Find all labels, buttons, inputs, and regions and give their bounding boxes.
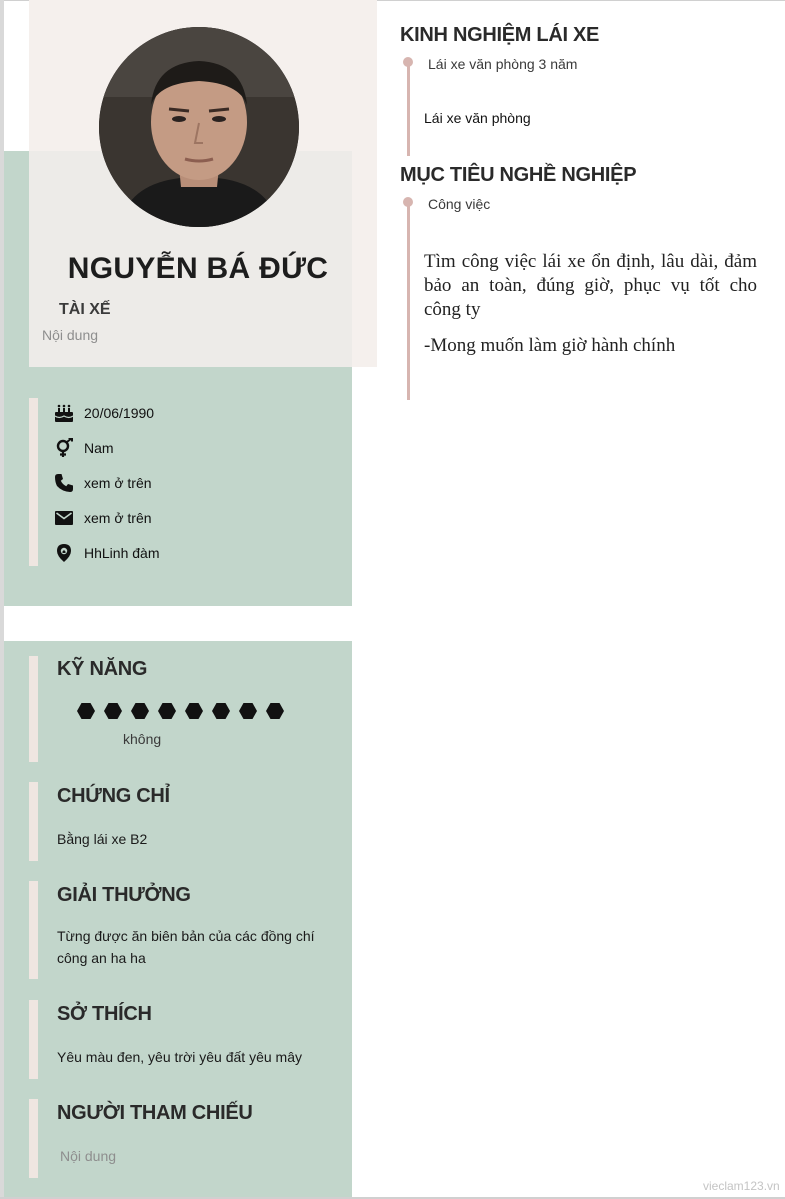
address-value: HhLinh đàm: [84, 545, 160, 561]
avatar: [99, 27, 299, 227]
hobbies-text: Yêu màu đen, yêu trời yêu đất yêu mây: [57, 1049, 302, 1065]
experience-timeline-dot: [403, 57, 413, 67]
watermark: vieclam123.vn: [703, 1179, 780, 1193]
contact-phone: [54, 472, 152, 494]
skill-rating-hexagon: [212, 702, 230, 720]
skills-accent-bar: [29, 656, 38, 762]
contact-email: [54, 507, 152, 529]
skill-rating-hexagon: [266, 702, 284, 720]
skill-rating: [77, 702, 293, 720]
awards-text: Từng được ăn biên bản của các đồng chí công an ha ha: [57, 928, 315, 966]
skill-rating-hexagon: [185, 702, 203, 720]
job-subtitle: Nội dung: [42, 327, 99, 343]
awards-accent-bar: [29, 881, 38, 979]
cake-icon: [54, 403, 74, 423]
candidate-name: NGUYỄN BÁ ĐỨC: [67, 252, 329, 285]
experience-title: KINH NGHIỆM LÁI XE: [400, 24, 600, 46]
certificates-title: CHỨNG CHỈ: [57, 785, 170, 807]
contact-gender: [54, 437, 114, 459]
skills-title: KỸ NĂNG: [57, 658, 148, 680]
birthday-value: 20/06/1990: [84, 405, 155, 421]
objective-subtitle: Công việc: [428, 196, 491, 212]
awards-title: GIẢI THƯỞNG: [57, 884, 191, 906]
gender-value: Nam: [84, 440, 114, 456]
email-value: xem ở trên: [84, 510, 152, 526]
hobbies-title: SỞ THÍCH: [57, 1003, 152, 1025]
phone-icon: [54, 473, 74, 493]
references-accent-bar: [29, 1099, 38, 1178]
references-text: Nội dung: [60, 1148, 117, 1164]
experience-text: Lái xe văn phòng: [424, 110, 531, 126]
objective-timeline-dot: [403, 197, 413, 207]
experience-timeline: [407, 62, 410, 156]
skill-rating-hexagon: [239, 702, 257, 720]
location-pin-icon: [54, 543, 74, 563]
objective-timeline: [407, 202, 410, 400]
hobbies-accent-bar: [29, 1000, 38, 1079]
contact-address: [54, 542, 160, 564]
experience-subtitle: Lái xe văn phòng 3 năm: [428, 56, 578, 72]
skill-name: không: [123, 731, 162, 747]
certificates-text: Bằng lái xe B2: [57, 831, 148, 847]
skill-rating-hexagon: [158, 702, 176, 720]
references-title: NGƯỜI THAM CHIẾU: [57, 1102, 253, 1124]
certificates-accent-bar: [29, 782, 38, 861]
skill-rating-hexagon: [104, 702, 122, 720]
phone-value: xem ở trên: [84, 475, 152, 491]
objective-paragraph-2: -Mong muốn làm giờ hành chính: [424, 335, 676, 356]
contact-accent-bar: [29, 398, 38, 566]
objective-paragraph-1: Tìm công việc lái xe ổn định, lâu dài, đảm bảo an toàn, đúng giờ, phục vụ tốt cho công ty: [424, 251, 757, 320]
gender-icon: [54, 438, 74, 458]
mail-icon: [54, 508, 74, 528]
job-title: TÀI XẾ: [59, 301, 111, 318]
skill-rating-hexagon: [131, 702, 149, 720]
contact-birthday: [54, 402, 154, 424]
skill-rating-hexagon: [77, 702, 95, 720]
avatar-portrait: [99, 27, 299, 227]
objective-title: MỤC TIÊU NGHỀ NGHIỆP: [400, 164, 637, 186]
